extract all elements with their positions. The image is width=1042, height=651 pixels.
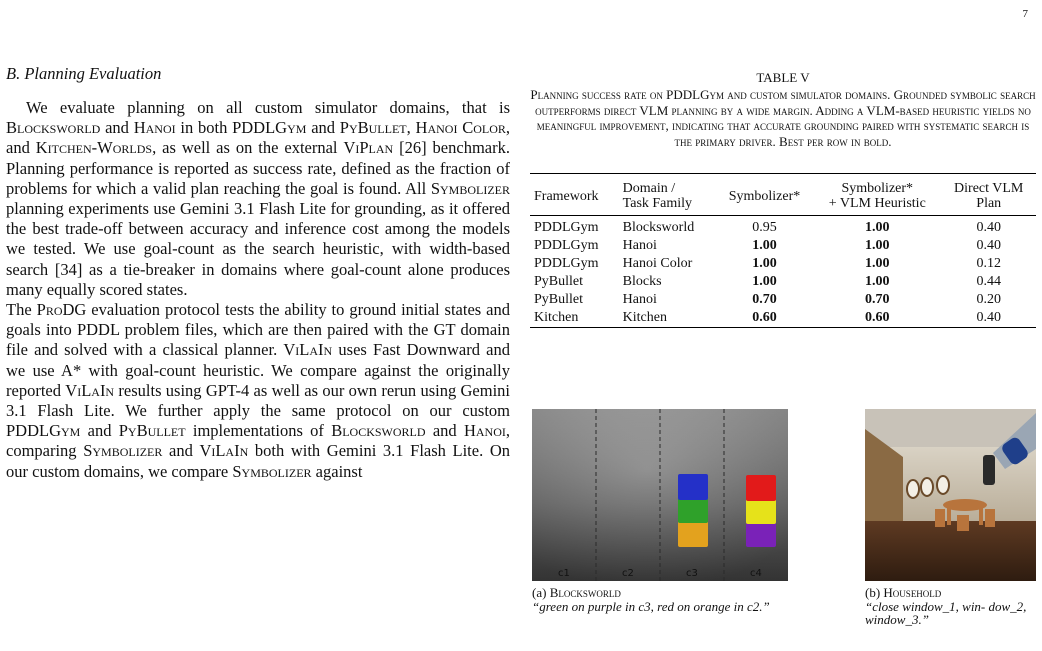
text-run: evaluation protocol tests the ability to ground initial states and goals into PDDL problem files, which are then paired with the GT domain file and solved with a classical planner.	[6, 300, 511, 360]
cell-heuristic: 1.00	[865, 274, 890, 290]
text-run: and	[100, 118, 134, 138]
household-chair-3	[957, 515, 969, 531]
header-framework: Framework	[530, 174, 619, 216]
cell-domain: Hanoi	[622, 238, 657, 254]
cell-framework: PyBullet	[534, 274, 584, 290]
household-window-2	[921, 478, 933, 496]
household-window-1	[907, 480, 919, 498]
table-label: TABLE V	[756, 70, 810, 85]
figure-b-caption	[865, 586, 1036, 600]
text-run: Hanoi Color	[415, 118, 506, 138]
column-label-c4: c4	[750, 568, 762, 579]
cell-symbolizer: 0.95	[752, 220, 777, 236]
results-table	[530, 173, 1036, 328]
cell-direct: 0.40	[976, 238, 1001, 254]
cell-framework: PDDLGym	[534, 220, 599, 236]
text-run: , comparing	[6, 421, 510, 461]
text-run: results using GPT-4 as well as our own rerun using Gemini 3.1 Flash Lite. We further apply the same protocol on our custom	[6, 380, 510, 421]
table-row	[530, 309, 1036, 328]
text-run: Symbolizer	[83, 441, 163, 461]
cell-framework: PDDLGym	[534, 256, 599, 272]
cell-heuristic: 0.70	[865, 292, 890, 308]
cell-symbolizer: 1.00	[752, 238, 777, 254]
text-run: ViLaIn	[283, 340, 333, 360]
paragraph-1	[6, 98, 510, 300]
cell-direct: 0.20	[976, 292, 1001, 308]
figure-a-title: Blocksworld	[549, 585, 621, 600]
cell-symbolizer: 0.60	[752, 310, 777, 326]
text-run: PyBullet	[339, 118, 407, 138]
blocksworld-image	[532, 409, 788, 581]
cell-heuristic: 1.00	[865, 238, 890, 254]
cell-domain: Blocksworld	[622, 220, 695, 236]
cell-framework: PDDLGym	[534, 238, 599, 254]
household-windows	[907, 476, 949, 498]
table-row	[530, 255, 1036, 273]
table-row	[530, 273, 1036, 291]
text-run: The	[6, 300, 37, 320]
text-run: ,	[406, 118, 416, 138]
text-run: in both	[175, 118, 233, 138]
cell-domain: Kitchen	[622, 310, 667, 326]
cell-framework: PyBullet	[534, 292, 584, 308]
column-label-c3: c3	[686, 568, 698, 579]
text-run: Blocksworld	[331, 421, 426, 441]
text-run: Blocksworld	[6, 118, 101, 138]
text-run: , as well as on the external	[152, 138, 344, 158]
header-vlm-heuristic	[813, 174, 941, 216]
figure-b-description: “close window_1, win- dow_2, window_3.”	[865, 598, 1027, 627]
cell-symbolizer: 1.00	[752, 274, 777, 290]
figure-blocksworld	[532, 409, 788, 613]
header-heuristic-line2: + VLM Heuristic	[828, 196, 926, 212]
text-run: uses Fast Downward and we use A* with goal-count heuristic. We compare against the originally reported	[6, 340, 510, 400]
figure-a-description: “green on purple in c3, red on orange in c2.”	[532, 598, 770, 614]
table-header-row	[530, 174, 1036, 216]
text-run: against	[311, 461, 363, 481]
header-domain-line1: Domain /	[622, 181, 676, 197]
block-purple	[746, 522, 776, 547]
figure-household	[865, 409, 1036, 627]
text-run: Symbolizer	[232, 461, 312, 481]
header-domain	[619, 174, 716, 216]
text-run: and	[80, 421, 119, 441]
header-symbolizer: Symbolizer*	[716, 174, 813, 216]
text-run: ViPlan	[343, 138, 394, 158]
block-yellow	[746, 499, 776, 524]
block-orange	[678, 521, 708, 547]
figure-b-title: Household	[883, 585, 942, 600]
block-green	[678, 498, 708, 523]
text-run: ViLaIn	[65, 380, 115, 400]
figure-a-caption	[532, 586, 788, 600]
cell-direct: 0.12	[976, 256, 1001, 272]
cell-heuristic: 1.00	[865, 220, 890, 236]
header-direct-line2: Plan	[976, 196, 1002, 212]
text-run: We evaluate planning on all custom simulator domains, that is	[26, 98, 510, 117]
cell-direct: 0.44	[976, 274, 1001, 290]
cell-domain: Hanoi Color	[622, 256, 693, 272]
household-chair-1	[935, 509, 945, 527]
cell-symbolizer: 1.00	[752, 256, 777, 272]
text-run: Symbolizer	[430, 178, 510, 198]
cell-framework: Kitchen	[534, 310, 579, 326]
page-number: 7	[1022, 8, 1028, 20]
header-direct-vlm	[941, 174, 1036, 216]
header-direct-line1: Direct VLM	[954, 181, 1024, 197]
header-domain-line2: Task Family	[622, 196, 693, 212]
figures	[532, 409, 1036, 651]
block-blue	[678, 474, 708, 500]
right-column	[530, 70, 1036, 328]
household-image	[865, 409, 1036, 581]
figure-b-prefix: (b)	[865, 585, 884, 600]
text-run: and	[162, 441, 200, 461]
text-run: Kitchen-Worlds	[35, 138, 153, 158]
section-heading: B. Planning Evaluation	[6, 64, 162, 83]
text-run: Hanoi	[133, 118, 176, 138]
household-window-3	[937, 476, 949, 494]
text-run: PDDLGym	[232, 118, 307, 138]
text-run: both with Gemini 3.1 Flash Lite. On our custom domains, we compare	[6, 441, 510, 481]
text-run: implementations of	[185, 421, 332, 441]
text-run: ViLaIn	[199, 441, 249, 461]
text-run: Hanoi	[463, 421, 506, 441]
column-label-c1: c1	[558, 568, 570, 579]
text-run: and	[425, 421, 464, 441]
block-red	[746, 475, 776, 501]
household-chair-2	[985, 509, 995, 527]
table-row	[530, 291, 1036, 309]
header-heuristic-line1: Symbolizer*	[841, 181, 914, 197]
cell-heuristic: 1.00	[865, 256, 890, 272]
text-run: [26] benchmark. Planning performance is reported as success rate, defined as the fraction of problems for which a valid plan reaching the goal is found. All	[6, 138, 510, 198]
column-label-c2: c2	[622, 568, 634, 579]
table-caption: Planning success rate on PDDLGym and custom simulator domains. Grounded symbolic search outperforms direct VLM planning by a wide margin. Adding a VLM-based heuristic yields no meaningful improvement, indicating that accurate grounding paired with systematic search is the primary driver. Best per row in bold.	[530, 87, 1036, 149]
left-column	[6, 64, 510, 482]
cell-symbolizer: 0.70	[752, 292, 777, 308]
text-run: , and	[6, 118, 511, 158]
cell-direct: 0.40	[976, 220, 1001, 236]
paragraph-2	[6, 300, 510, 482]
household-furniture	[935, 499, 995, 531]
text-run: PDDLGym	[6, 421, 81, 441]
table-row	[530, 216, 1036, 238]
household-floor	[865, 521, 1036, 581]
text-run: planning experiments use Gemini 3.1 Flash Lite for grounding, as it offered the best trade-off between accuracy and inference cost among the models we tested. We use goal-count as the search heuristic, with width-based search [34] as a tie-breaker in domains where goal-count alone produces many equally scored states.	[6, 199, 510, 299]
cell-domain: Blocks	[622, 274, 662, 290]
cell-direct: 0.40	[976, 310, 1001, 326]
cell-heuristic: 0.60	[865, 310, 890, 326]
table-row	[530, 237, 1036, 255]
table-body	[530, 216, 1036, 328]
cell-domain: Hanoi	[622, 292, 657, 308]
figure-a-prefix: (a)	[532, 585, 550, 600]
text-run: ProDG	[36, 300, 87, 320]
text-run: and	[306, 118, 340, 138]
text-run: PyBullet	[118, 421, 186, 441]
